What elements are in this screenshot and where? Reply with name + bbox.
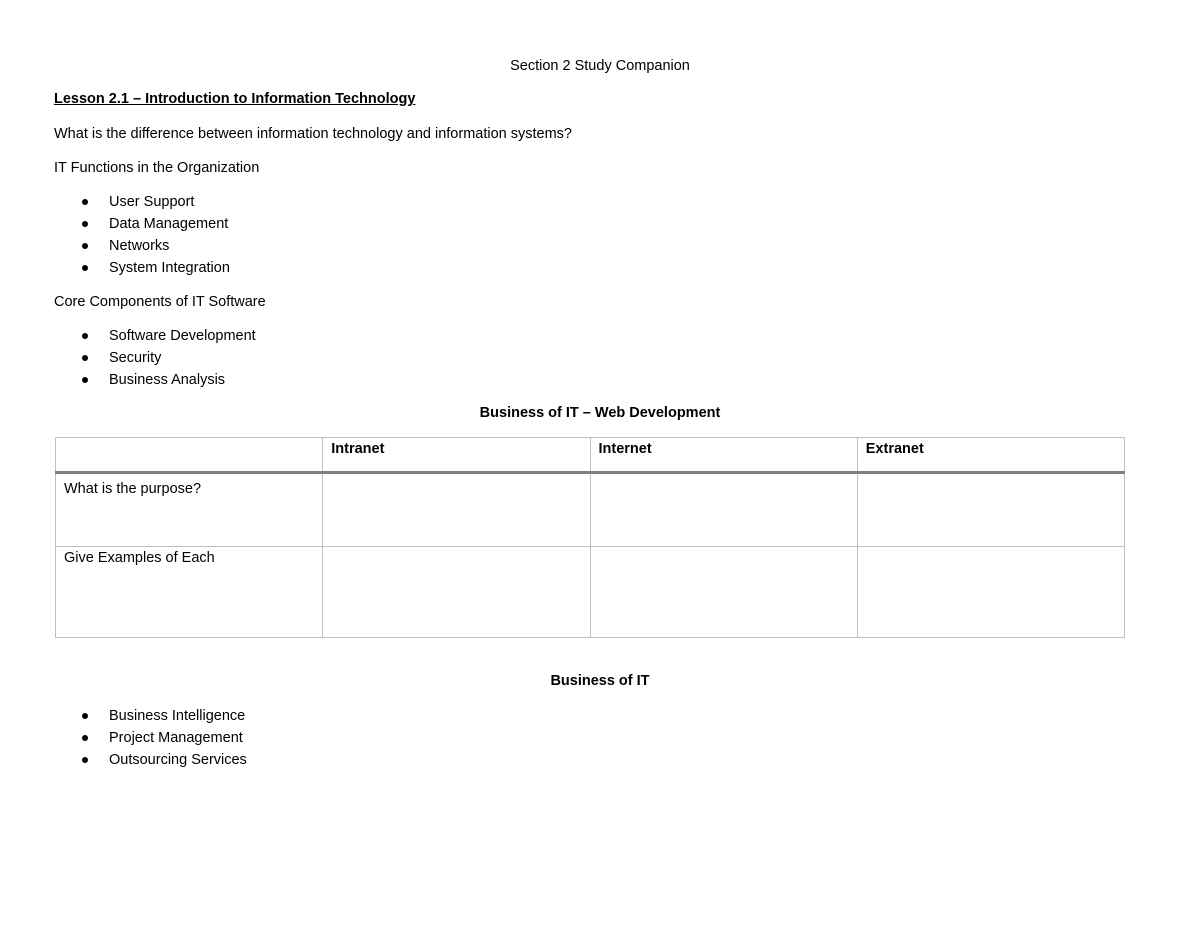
table-cell — [857, 547, 1124, 638]
list-item: Business Intelligence — [54, 707, 247, 729]
list-item: Business Analysis — [54, 371, 256, 393]
business-of-it-heading: Business of IT — [550, 673, 650, 689]
table-cell — [323, 547, 590, 638]
header-title: Section 2 Study Companion — [510, 58, 690, 74]
list-item: Outsourcing Services — [54, 751, 247, 773]
list-item: Data Management — [54, 215, 230, 237]
table-row — [56, 547, 1125, 638]
web-dev-table — [55, 437, 1125, 638]
table-row — [56, 473, 1125, 547]
list-item: Networks — [54, 237, 230, 259]
question-text: What is the difference between information technology and information systems? — [54, 126, 572, 142]
table-cell — [590, 473, 857, 547]
business-of-it-list — [54, 707, 247, 773]
table-header-row — [56, 438, 1125, 473]
row-label: Give Examples of Each — [56, 547, 323, 638]
row-label: What is the purpose? — [56, 473, 323, 547]
table-header-cell: Internet — [590, 438, 857, 473]
list-item: Software Development — [54, 327, 256, 349]
lesson-title: Lesson 2.1 – Introduction to Information Technology — [54, 91, 416, 107]
table-header-cell — [56, 438, 323, 473]
core-components-heading: Core Components of IT Software — [54, 294, 266, 310]
core-components-list — [54, 327, 256, 393]
list-item: User Support — [54, 193, 230, 215]
table-header-cell: Extranet — [857, 438, 1124, 473]
web-dev-table-title: Business of IT – Web Development — [479, 405, 721, 421]
table-cell — [590, 547, 857, 638]
table-cell — [323, 473, 590, 547]
it-functions-list — [54, 193, 230, 281]
list-item: Security — [54, 349, 256, 371]
list-item: System Integration — [54, 259, 230, 281]
list-item: Project Management — [54, 729, 247, 751]
it-functions-heading: IT Functions in the Organization — [54, 160, 260, 176]
table-header-cell: Intranet — [323, 438, 590, 473]
table-cell — [857, 473, 1124, 547]
